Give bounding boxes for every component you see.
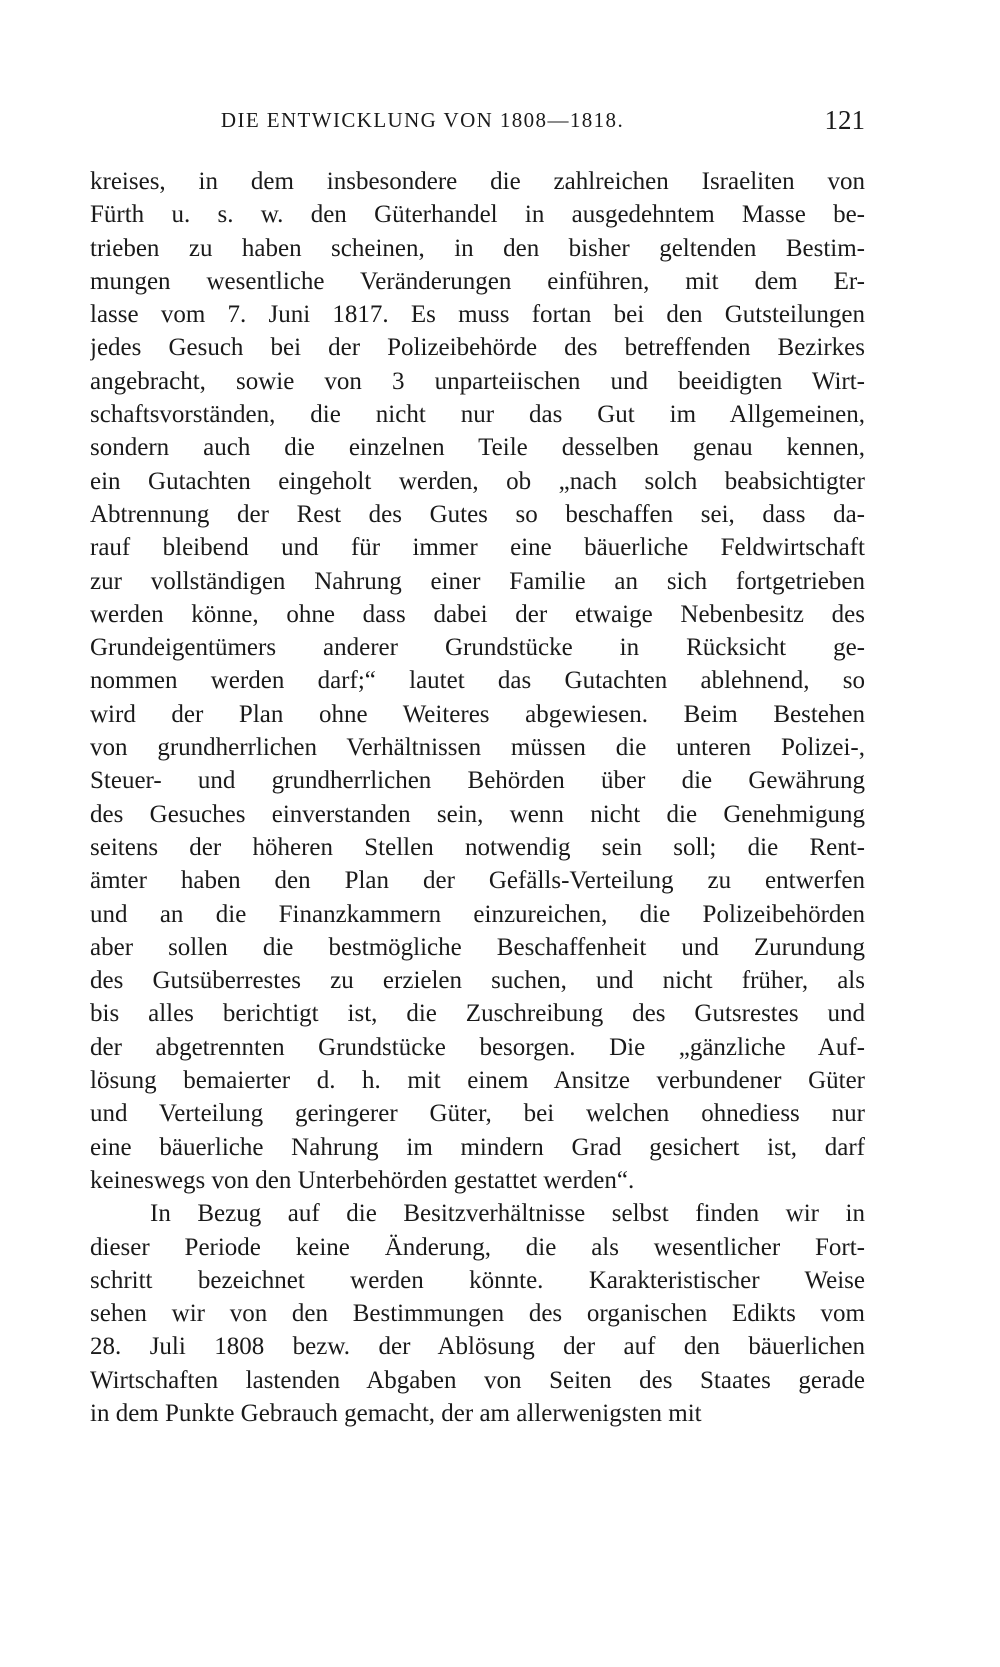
text-line: schritt bezeichnet werden könnte. Karakteristischer Weise — [90, 1266, 865, 1294]
text-line: keineswegs von den Unterbehörden gestattet werden“. — [90, 1166, 635, 1194]
text-line: dieser Periode keine Änderung, die als wesentlicher Fort- — [90, 1233, 865, 1261]
text-line: 28. Juli 1808 bezw. der Ablösung der auf den bäuerlichen — [90, 1333, 865, 1361]
text-line: und Verteilung geringerer Güter, bei welchen ohnediess nur — [90, 1100, 865, 1128]
text-line: der abgetrennten Grundstücke besorgen. Die „gänzliche Auf- — [90, 1033, 865, 1061]
paragraph — [90, 1197, 865, 1430]
text-line: des Gesuches einverstanden sein, wenn nicht die Genehmigung — [90, 800, 865, 828]
text-line: des Gutsüberrestes zu erzielen suchen, und nicht früher, als — [90, 967, 865, 995]
page-number: 121 — [824, 105, 865, 135]
text-line: nommen werden darf;“ lautet das Gutachten ablehnend, so — [90, 667, 865, 695]
text-line: bis alles berichtigt ist, die Zuschreibung des Gutsrestes und — [90, 1000, 865, 1028]
text-line: Wirtschaften lastenden Abgaben von Seiten des Staates gerade — [90, 1366, 865, 1394]
text-line: kreises, in dem insbesondere die zahlreichen Israeliten von — [90, 168, 865, 195]
text-line: In Bezug auf die Besitzverhältnisse selbst finden wir in — [150, 1200, 865, 1228]
text-line: zur vollständigen Nahrung einer Familie an sich fortgetrieben — [90, 567, 865, 595]
text-line: lösung bemaierter d. h. mit einem Ansitze verbundener Güter — [90, 1067, 865, 1095]
text-line: Fürth u. s. w. den Güterhandel in ausgedehntem Masse be- — [90, 201, 865, 229]
text-line: aber sollen die bestmögliche Beschaffenheit und Zurundung — [90, 933, 865, 961]
text-line: wird der Plan ohne Weiteres abgewiesen. Beim Bestehen — [90, 700, 865, 728]
text-line: jedes Gesuch bei der Polizeibehörde des betreffenden Bezirkes — [90, 334, 865, 362]
body-text — [90, 165, 865, 1430]
text-line: sondern auch die einzelnen Teile desselben genau kennen, — [90, 434, 865, 462]
text-line: ein Gutachten eingeholt werden, ob „nach solch beabsichtigter — [90, 467, 865, 495]
running-title: DIE ENTWICKLUNG VON 1808—1818. — [220, 108, 625, 132]
text-line: Abtrennung der Rest des Gutes so beschaffen sei, dass da- — [90, 500, 865, 528]
text-line: in dem Punkte Gebrauch gemacht, der am allerwenigsten mit — [90, 1399, 702, 1427]
running-head — [90, 100, 865, 140]
text-line: schaftsvorständen, die nicht nur das Gut im Allgemeinen, — [90, 401, 865, 429]
paragraph — [90, 165, 865, 1197]
text-line: ämter haben den Plan der Gefälls-Verteilung zu entwerfen — [90, 867, 865, 895]
text-line: werden könne, ohne dass dabei der etwaige Nebenbesitz des — [90, 600, 865, 628]
text-line: seitens der höheren Stellen notwendig sein soll; die Rent- — [90, 833, 865, 861]
text-line: rauf bleibend und für immer eine bäuerliche Feldwirtschaft — [90, 534, 865, 562]
text-line: lasse vom 7. Juni 1817. Es muss fortan bei den Gutsteilungen — [90, 301, 865, 329]
text-line: und an die Finanzkammern einzureichen, die Polizeibehörden — [90, 900, 865, 928]
text-line: mungen wesentliche Veränderungen einführen, mit dem Er- — [90, 267, 865, 295]
text-line: trieben zu haben scheinen, in den bisher geltenden Bestim- — [90, 234, 865, 262]
text-line: eine bäuerliche Nahrung im mindern Grad gesichert ist, darf — [90, 1133, 865, 1161]
text-line: von grundherrlichen Verhältnissen müssen die unteren Polizei-, — [90, 734, 865, 762]
text-line: Steuer- und grundherrlichen Behörden über die Gewährung — [90, 767, 865, 795]
text-line: sehen wir von den Bestimmungen des organischen Edikts vom — [90, 1300, 865, 1328]
text-line: Grundeigentümers anderer Grundstücke in Rücksicht ge- — [90, 634, 865, 662]
text-line: angebracht, sowie von 3 unparteiischen und beeidigten Wirt- — [90, 367, 865, 395]
